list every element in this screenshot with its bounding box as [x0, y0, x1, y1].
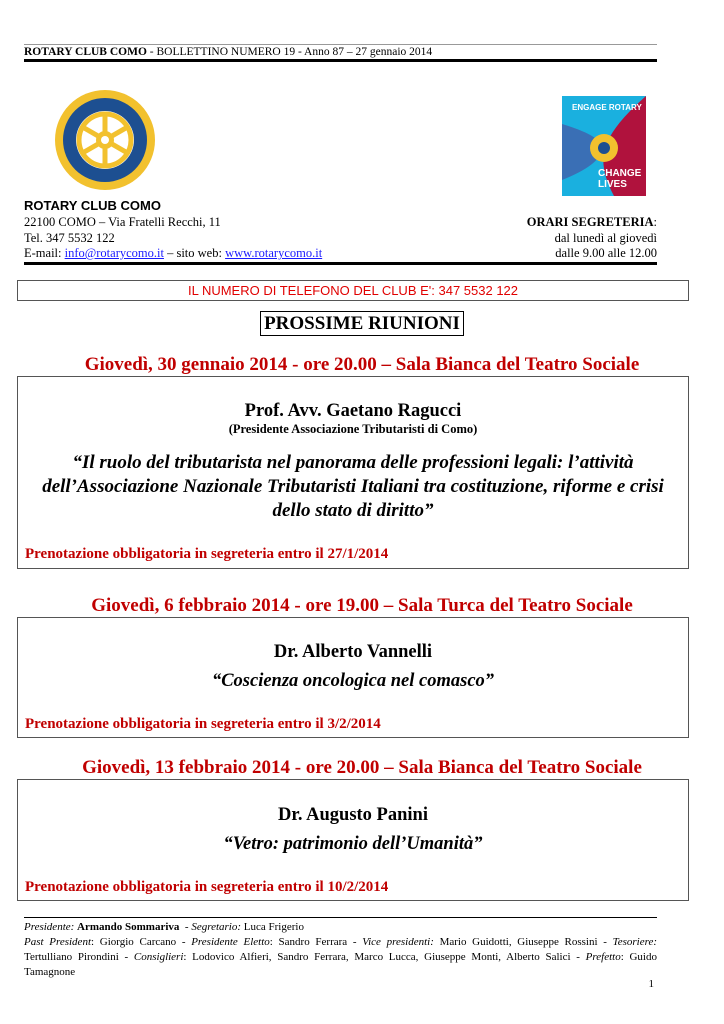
value: Armando Sommariva: [77, 921, 180, 933]
event-topic: “Il ruolo del tributarista nel panorama delle professioni legali: l’attività dell’Associazione Nazionale Tributaristi Italiani tra costituzione, riforme e crisi dello stato di diritto”: [42, 452, 664, 521]
value: : Lodovico Alfieri, Sandro Ferrara, Marco Lucca, Giuseppe Monti, Alberto Salici -: [183, 951, 586, 963]
event-affiliation: (Presidente Associazione Tributaristi di Como): [228, 422, 478, 436]
event-topic: “Coscienza oncologica nel comasco”: [211, 671, 495, 691]
logo-text: CHANGE LIVES: [598, 168, 642, 190]
hours-label: [527, 215, 657, 230]
web-link[interactable]: www.rotarycomo.it: [225, 246, 323, 260]
value: : Giorgio Carcano -: [91, 936, 192, 948]
event-topic: “Vetro: patrimonio dell’Umanità”: [223, 834, 483, 854]
event-booking: Prenotazione obbligatoria in segreteria entro il 3/2/2014: [25, 716, 381, 732]
event-box: [17, 376, 689, 569]
header-club: ROTARY CLUB COMO: [24, 46, 147, 58]
event-booking: Prenotazione obbligatoria in segreteria entro il 10/2/2014: [25, 879, 389, 895]
event-speaker: Prof. Avv. Gaetano Ragucci: [244, 401, 462, 421]
value: : Guido Tamagnone: [24, 951, 657, 978]
web-label: – sito web:: [163, 246, 226, 260]
email-link[interactable]: info@rotarycomo.it: [64, 246, 164, 260]
section-title: [0, 313, 724, 335]
value: Mario Guidotti, Giuseppe Rossini -: [433, 936, 613, 948]
club-contacts: [24, 246, 322, 261]
value: Tertulliano Pirondini -: [24, 951, 134, 963]
rotary-international-logo: [52, 84, 158, 196]
event-box: [17, 617, 689, 738]
hours-title: ORARI SEGRETERIA: [526, 215, 654, 229]
logo-text: ENGAGE ROTARY: [572, 103, 642, 112]
footer-officers: [24, 920, 657, 980]
hours-days: dal lunedì al giovedì: [554, 231, 657, 245]
label: - Segretario:: [184, 921, 242, 933]
divider: [24, 44, 657, 45]
event-booking: Prenotazione obbligatoria in segreteria entro il 27/1/2014: [25, 546, 389, 562]
label: Presidente:: [24, 921, 75, 933]
topic-text: Il ruolo del tributarista nel panorama delle professioni legali: l’attività dell’Associazione Nazionale Tributaristi Italiani tra costituzione, riforme e crisi dello stato di diritto: [42, 452, 664, 521]
value: : Sandro Ferrara -: [269, 936, 363, 948]
topic-text: Coscienza oncologica nel comasco: [221, 671, 485, 691]
label: Tesoriere:: [612, 936, 658, 948]
label: Vice presidenti:: [362, 936, 434, 948]
event-heading: Giovedì, 6 febbraio 2014 - ore 19.00 – Sala Turca del Teatro Sociale: [91, 595, 633, 616]
hours-time: dalle 9.00 alle 12.00: [555, 246, 657, 260]
divider: [24, 917, 657, 918]
label: Past President: [24, 936, 92, 948]
event-speaker: Dr. Augusto Panini: [278, 805, 428, 825]
club-tel: Tel. 347 5532 122: [24, 231, 115, 245]
event-heading: Giovedì, 30 gennaio 2014 - ore 20.00 – Sala Bianca del Teatro Sociale: [84, 354, 640, 375]
page-number: 1: [648, 978, 654, 990]
label: Presidente Eletto: [191, 936, 270, 948]
event-speaker: Dr. Alberto Vannelli: [273, 642, 433, 662]
club-name: ROTARY CLUB COMO: [24, 198, 161, 213]
club-address: 22100 COMO – Via Fratelli Recchi, 11: [24, 215, 221, 229]
divider: [24, 59, 657, 62]
bulletin-header: [24, 46, 432, 58]
label: Prefetto: [585, 951, 621, 963]
engage-rotary-logo: [562, 96, 646, 196]
value: Luca Frigerio: [243, 921, 304, 933]
email-label: E-mail:: [24, 246, 65, 260]
phone-notice: IL NUMERO DI TELEFONO DEL CLUB E': 347 5532 122: [17, 280, 689, 301]
section-title-text: PROSSIME RIUNIONI: [260, 311, 464, 336]
event-box: [17, 779, 689, 901]
event-heading: Giovedì, 13 febbraio 2014 - ore 20.00 – Sala Bianca del Teatro Sociale: [82, 757, 642, 778]
divider: [24, 262, 657, 265]
topic-text: Vetro: patrimonio dell’Umanità: [232, 834, 474, 854]
label: Consiglieri: [133, 951, 184, 963]
header-bulletin: - BOLLETTINO NUMERO 19 - Anno 87 – 27 gennaio 2014: [146, 46, 433, 58]
colon: :: [653, 215, 657, 229]
